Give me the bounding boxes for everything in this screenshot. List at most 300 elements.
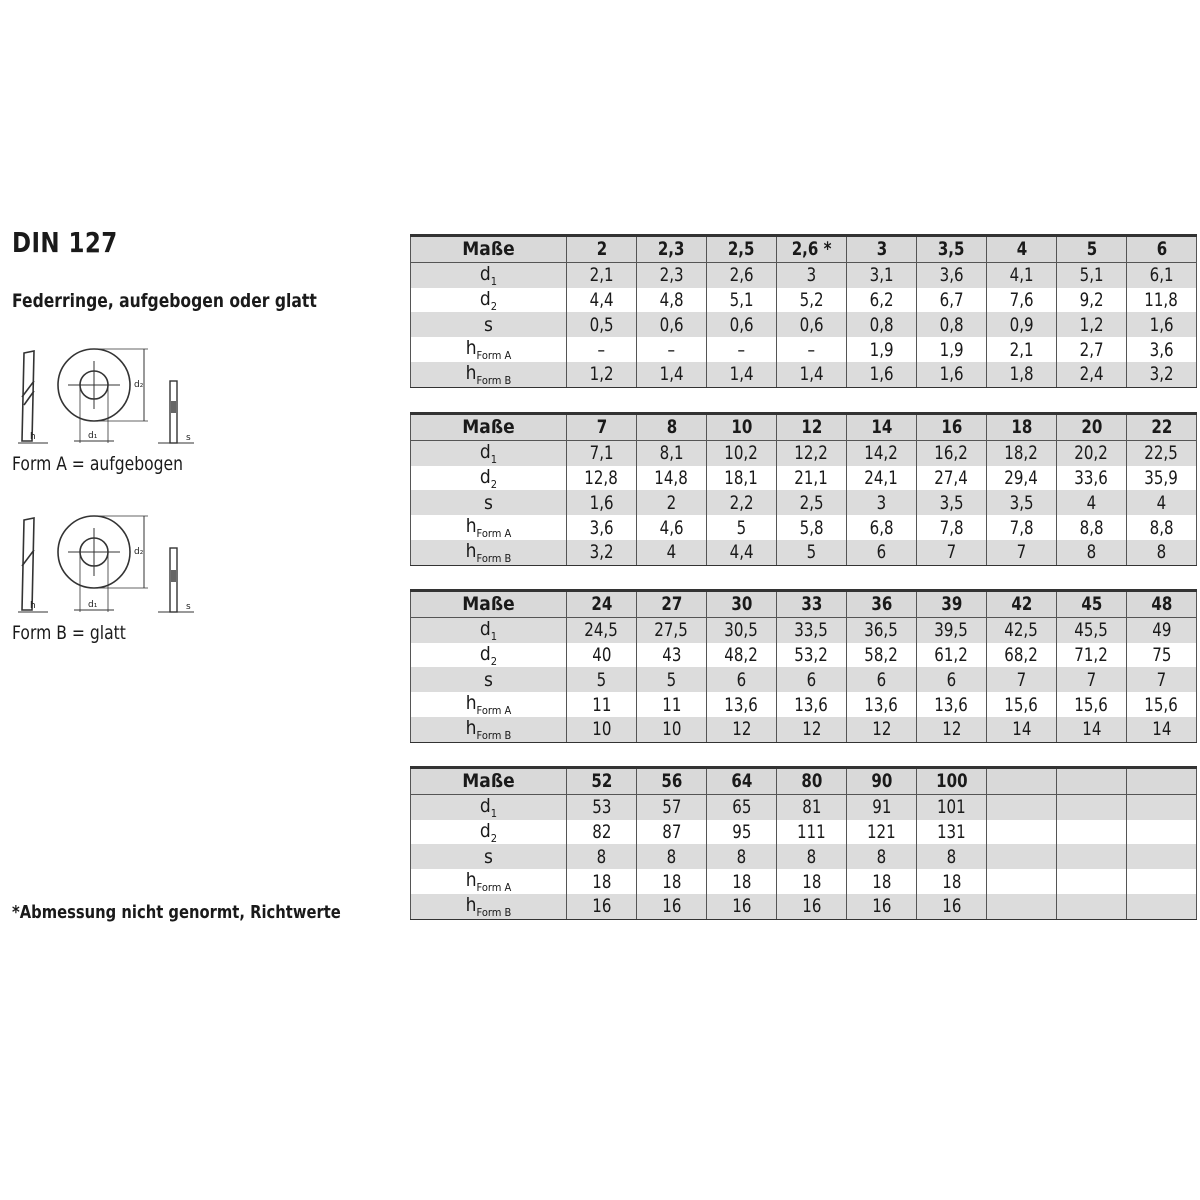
value-cell: [777, 820, 847, 845]
cell-text: 0,6: [659, 313, 684, 336]
row-label-text: d: [479, 287, 491, 310]
cell-text: 53,2: [794, 643, 829, 666]
cell-text: 14,8: [654, 466, 689, 489]
value-cell: [917, 262, 987, 287]
cell-text: 6,7: [939, 288, 964, 311]
row-label-subscript: Form A: [476, 526, 512, 540]
value-cell: [1057, 844, 1127, 869]
size-header-cell: [987, 591, 1057, 618]
value-cell: [917, 337, 987, 362]
cell-text: 8: [946, 845, 957, 868]
value-cell: [917, 362, 987, 387]
size-header-cell: [1057, 236, 1127, 263]
value-cell: [707, 869, 777, 894]
form-a-label-d1: d₁: [88, 431, 98, 441]
size-header-cell: [777, 236, 847, 263]
value-cell: [847, 643, 917, 668]
value-cell: [1127, 643, 1197, 668]
value-cell: [567, 312, 637, 337]
cell-text: 12: [941, 718, 962, 741]
cell-text: 18: [731, 870, 752, 893]
size-header-cell: [847, 414, 917, 441]
cell-text: –: [737, 338, 746, 361]
value-cell: [707, 692, 777, 717]
size-header-cell: [637, 768, 707, 795]
cell-text: 7: [1156, 668, 1167, 691]
value-cell: [1057, 312, 1127, 337]
value-cell: [1057, 490, 1127, 515]
value-cell: [917, 717, 987, 742]
value-cell: [847, 844, 917, 869]
cell-text: 0,6: [799, 313, 824, 336]
row-label-text: d: [479, 794, 491, 817]
value-cell: [847, 794, 917, 819]
value-cell: [847, 288, 917, 313]
cell-text: 12: [731, 718, 752, 741]
row-label: [411, 768, 567, 795]
cell-text: 24,1: [864, 466, 899, 489]
cell-text: 10,2: [724, 442, 759, 465]
row-label: [411, 844, 567, 869]
value-cell: [777, 362, 847, 387]
row-label-subscript: 1: [490, 452, 498, 466]
size-header-cell: [567, 768, 637, 795]
value-cell: [777, 894, 847, 919]
cell-text: 22: [1151, 416, 1172, 439]
size-header-cell: [917, 591, 987, 618]
value-cell: [917, 312, 987, 337]
cell-text: 15,6: [1144, 693, 1179, 716]
value-cell: [637, 288, 707, 313]
cell-text: 7,1: [589, 442, 614, 465]
cell-text: 13,6: [864, 693, 899, 716]
row-label: [411, 337, 567, 362]
value-cell: [567, 490, 637, 515]
form-b-drawing: [8, 514, 198, 614]
row-label: [411, 440, 567, 465]
cell-text: 27,4: [934, 466, 969, 489]
row-label: [411, 236, 567, 263]
row-label-text: d: [479, 642, 491, 665]
value-cell: [707, 337, 777, 362]
cell-text: 5,1: [1079, 264, 1104, 287]
row-label-text: h: [465, 361, 477, 384]
row-label: [411, 362, 567, 387]
cell-text: 45,5: [1074, 619, 1109, 642]
d2-row: [411, 643, 1197, 668]
form-a-drawing: [8, 345, 198, 445]
cell-text: 7,8: [1009, 516, 1034, 539]
cell-text: 2,5: [799, 491, 824, 514]
cell-text: 12,8: [584, 466, 619, 489]
size-header-cell: [567, 414, 637, 441]
value-cell: [917, 466, 987, 491]
size-header-cell: [637, 591, 707, 618]
value-cell: [707, 540, 777, 565]
size-header-cell: [1057, 768, 1127, 795]
value-cell: [987, 643, 1057, 668]
cell-text: 2,1: [589, 264, 614, 287]
value-cell: [567, 820, 637, 845]
size-header-cell: [707, 236, 777, 263]
value-cell: [1127, 540, 1197, 565]
size-header-cell: [987, 768, 1057, 795]
dimension-table: [410, 766, 1197, 920]
row-label-text: s: [484, 668, 493, 691]
cell-text: 11,8: [1144, 288, 1179, 311]
cell-text: 21,1: [794, 466, 829, 489]
row-label-subscript: 1: [490, 806, 498, 820]
value-cell: [987, 894, 1057, 919]
cell-text: 16: [941, 416, 962, 439]
cell-text: 95: [731, 820, 752, 843]
value-cell: [1057, 337, 1127, 362]
cell-text: 7,6: [1009, 288, 1034, 311]
value-cell: [987, 337, 1057, 362]
row-label-subscript: 2: [490, 477, 498, 491]
cell-text: 39,5: [934, 619, 969, 642]
value-cell: [1127, 490, 1197, 515]
size-header-cell: [777, 414, 847, 441]
row-label: [411, 692, 567, 717]
value-cell: [637, 869, 707, 894]
d1-row: [411, 440, 1197, 465]
value-cell: [567, 440, 637, 465]
cell-text: 18,1: [724, 466, 759, 489]
cell-text: 10: [731, 416, 752, 439]
cell-text: 9,2: [1079, 288, 1104, 311]
value-cell: [707, 844, 777, 869]
dimension-table: [410, 589, 1197, 743]
cell-text: 45: [1081, 593, 1102, 616]
cell-text: 22,5: [1144, 442, 1179, 465]
value-cell: [567, 667, 637, 692]
cell-text: 33,6: [1074, 466, 1109, 489]
cell-text: 7: [596, 416, 607, 439]
row-label-subscript: 1: [490, 274, 498, 288]
value-cell: [637, 515, 707, 540]
cell-text: 30,5: [724, 619, 759, 642]
value-cell: [637, 692, 707, 717]
value-cell: [777, 540, 847, 565]
row-label: [411, 869, 567, 894]
cell-text: 1,8: [1009, 363, 1034, 386]
value-cell: [567, 362, 637, 387]
row-label-text: h: [465, 515, 477, 538]
cell-text: 40: [591, 643, 612, 666]
h-form-b-row: [411, 894, 1197, 919]
header-row: [411, 768, 1197, 795]
value-cell: [707, 717, 777, 742]
cell-text: 101: [937, 796, 966, 819]
cell-text: 6: [736, 668, 747, 691]
cell-text: 12,2: [794, 442, 829, 465]
cell-text: 5: [1086, 238, 1097, 261]
cell-text: 3,6: [589, 516, 614, 539]
value-cell: [847, 440, 917, 465]
value-cell: [707, 312, 777, 337]
form-a-label-h: h: [30, 432, 36, 442]
value-cell: [1057, 667, 1127, 692]
cell-text: 6: [946, 668, 957, 691]
cell-text: 2,4: [1079, 363, 1104, 386]
value-cell: [1127, 466, 1197, 491]
size-header-cell: [777, 768, 847, 795]
value-cell: [987, 312, 1057, 337]
value-cell: [1127, 869, 1197, 894]
cell-text: 52: [591, 770, 612, 793]
value-cell: [777, 844, 847, 869]
value-cell: [567, 540, 637, 565]
value-cell: [987, 262, 1057, 287]
cell-text: 5: [666, 668, 677, 691]
cell-text: 82: [591, 820, 612, 843]
cell-text: 1,2: [589, 363, 614, 386]
value-cell: [777, 312, 847, 337]
h-form-a-row: [411, 515, 1197, 540]
cell-text: 16: [591, 895, 612, 918]
row-label: [411, 591, 567, 618]
cell-text: 4,4: [729, 541, 754, 564]
value-cell: [567, 869, 637, 894]
size-header-cell: [917, 414, 987, 441]
cell-text: 43: [661, 643, 682, 666]
d1-row: [411, 262, 1197, 287]
cell-text: 8: [666, 845, 677, 868]
size-header-cell: [987, 414, 1057, 441]
value-cell: [567, 337, 637, 362]
row-label-text: h: [465, 869, 477, 892]
value-cell: [567, 466, 637, 491]
cell-text: 8,1: [659, 442, 684, 465]
row-label-subscript: 1: [490, 629, 498, 643]
cell-text: 49: [1151, 619, 1172, 642]
value-cell: [917, 794, 987, 819]
size-header-cell: [917, 768, 987, 795]
cell-text: 121: [867, 820, 896, 843]
cell-text: 13,6: [934, 693, 969, 716]
value-cell: [637, 440, 707, 465]
value-cell: [777, 288, 847, 313]
value-cell: [637, 844, 707, 869]
value-cell: [987, 288, 1057, 313]
size-header-cell: [1127, 414, 1197, 441]
value-cell: [567, 643, 637, 668]
row-label-subscript: Form A: [476, 703, 512, 717]
value-cell: [637, 312, 707, 337]
value-cell: [987, 717, 1057, 742]
cell-text: 90: [871, 770, 892, 793]
s-row: [411, 667, 1197, 692]
value-cell: [847, 869, 917, 894]
dimension-table-2: [410, 412, 1196, 566]
cell-text: 87: [661, 820, 682, 843]
value-cell: [1127, 262, 1197, 287]
row-label-text: Maße: [462, 770, 515, 793]
value-cell: [567, 794, 637, 819]
value-cell: [777, 515, 847, 540]
cell-text: 2,5: [728, 238, 755, 261]
cell-text: 5: [806, 541, 817, 564]
row-label-text: h: [465, 337, 477, 360]
value-cell: [1127, 894, 1197, 919]
cell-text: 7: [946, 541, 957, 564]
cell-text: 8: [596, 845, 607, 868]
s-row: [411, 844, 1197, 869]
cell-text: 57: [661, 796, 682, 819]
value-cell: [847, 820, 917, 845]
form-b-caption: Form B = glatt: [12, 622, 126, 644]
value-cell: [847, 540, 917, 565]
value-cell: [1057, 820, 1127, 845]
value-cell: [707, 643, 777, 668]
row-label-text: d: [479, 440, 491, 463]
value-cell: [917, 894, 987, 919]
cell-text: 10: [591, 718, 612, 741]
value-cell: [1127, 337, 1197, 362]
cell-text: 1,6: [1149, 313, 1174, 336]
value-cell: [917, 288, 987, 313]
value-cell: [567, 692, 637, 717]
cell-text: 8: [1156, 541, 1167, 564]
cell-text: 3,5: [1009, 491, 1034, 514]
row-label-subscript: 2: [490, 654, 498, 668]
cell-text: 58,2: [864, 643, 899, 666]
cell-text: 39: [941, 593, 962, 616]
value-cell: [1127, 515, 1197, 540]
row-label: [411, 515, 567, 540]
cell-text: 12: [871, 718, 892, 741]
cell-text: 2,3: [658, 238, 685, 261]
row-label-subscript: Form B: [476, 905, 512, 919]
cell-text: 16: [661, 895, 682, 918]
cell-text: 4,8: [659, 288, 684, 311]
form-b-label-s: s: [186, 602, 191, 612]
cell-text: 1,4: [799, 363, 824, 386]
value-cell: [987, 540, 1057, 565]
value-cell: [1057, 515, 1127, 540]
value-cell: [917, 869, 987, 894]
value-cell: [917, 515, 987, 540]
cell-text: 4,6: [659, 516, 684, 539]
cell-text: 7,8: [939, 516, 964, 539]
row-label-subscript: Form B: [476, 373, 512, 387]
value-cell: [987, 692, 1057, 717]
size-header-cell: [777, 591, 847, 618]
cell-text: 5: [736, 516, 747, 539]
cell-text: 33,5: [794, 619, 829, 642]
row-label: [411, 540, 567, 565]
cell-text: 36,5: [864, 619, 899, 642]
cell-text: 42,5: [1004, 619, 1039, 642]
cell-text: 3,1: [869, 264, 894, 287]
value-cell: [637, 617, 707, 642]
size-header-cell: [1127, 236, 1197, 263]
cell-text: 8: [876, 845, 887, 868]
value-cell: [637, 820, 707, 845]
value-cell: [637, 362, 707, 387]
cell-text: 33: [801, 593, 822, 616]
value-cell: [777, 717, 847, 742]
value-cell: [847, 490, 917, 515]
value-cell: [707, 667, 777, 692]
row-label-subscript: Form A: [476, 880, 512, 894]
value-cell: [1127, 362, 1197, 387]
cell-text: 35,9: [1144, 466, 1179, 489]
value-cell: [707, 440, 777, 465]
cell-text: 6: [876, 668, 887, 691]
cell-text: 15,6: [1004, 693, 1039, 716]
cell-text: 7: [1016, 541, 1027, 564]
value-cell: [637, 466, 707, 491]
cell-text: 10: [661, 718, 682, 741]
row-label-text: h: [465, 893, 477, 916]
cell-text: 18: [591, 870, 612, 893]
value-cell: [637, 794, 707, 819]
value-cell: [917, 667, 987, 692]
value-cell: [917, 540, 987, 565]
size-header-cell: [567, 591, 637, 618]
cell-text: 4: [1016, 238, 1027, 261]
row-label-text: d: [479, 465, 491, 488]
row-label-text: Maße: [462, 238, 515, 261]
cell-text: 30: [731, 593, 752, 616]
page-title: DIN 127: [12, 226, 118, 259]
cell-text: 0,8: [869, 313, 894, 336]
cell-text: 2,3: [659, 264, 684, 287]
row-label-subscript: Form B: [476, 728, 512, 742]
cell-text: 18: [871, 870, 892, 893]
value-cell: [847, 362, 917, 387]
cell-text: 15,6: [1074, 693, 1109, 716]
cell-text: 61,2: [934, 643, 969, 666]
value-cell: [847, 894, 917, 919]
value-cell: [637, 540, 707, 565]
header-row: [411, 591, 1197, 618]
cell-text: 42: [1011, 593, 1032, 616]
cell-text: 8: [1086, 541, 1097, 564]
value-cell: [847, 717, 917, 742]
cell-text: 53: [591, 796, 612, 819]
row-label-text: s: [484, 313, 493, 336]
d1-row: [411, 794, 1197, 819]
size-header-cell: [847, 591, 917, 618]
row-label-subscript: 2: [490, 831, 498, 845]
value-cell: [777, 692, 847, 717]
header-row: [411, 236, 1197, 263]
cell-text: 3,5: [939, 491, 964, 514]
cell-text: 11: [661, 693, 682, 716]
value-cell: [707, 820, 777, 845]
d2-row: [411, 288, 1197, 313]
value-cell: [987, 820, 1057, 845]
value-cell: [777, 490, 847, 515]
cell-text: 8,8: [1079, 516, 1104, 539]
row-label-text: s: [484, 845, 493, 868]
value-cell: [567, 515, 637, 540]
cell-text: 16: [801, 895, 822, 918]
page-subtitle: Federringe, aufgebogen oder glatt: [12, 290, 317, 312]
value-cell: [1127, 288, 1197, 313]
cell-text: 16: [871, 895, 892, 918]
row-label: [411, 490, 567, 515]
cell-text: 5,1: [729, 288, 754, 311]
cell-text: 8,8: [1149, 516, 1174, 539]
footnote: *Abmessung nicht genormt, Richtwerte: [12, 902, 341, 923]
value-cell: [847, 667, 917, 692]
cell-text: 3,6: [939, 264, 964, 287]
cell-text: 24,5: [584, 619, 619, 642]
